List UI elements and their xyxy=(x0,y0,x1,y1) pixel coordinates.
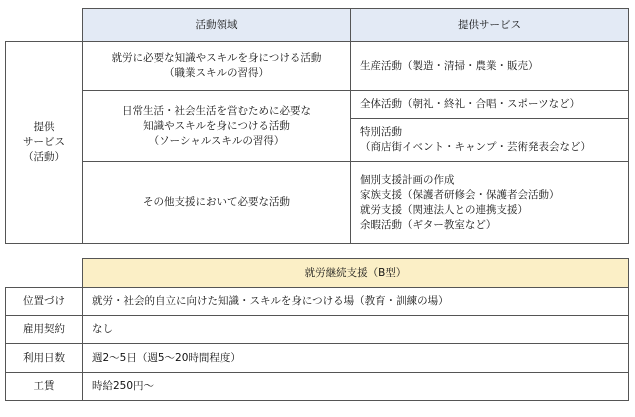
service-special-activities: 特別活動 （商店街イベント・キャンプ・芸術発表会など） xyxy=(350,118,629,162)
service-other-support: 個別支援計画の作成 家族支援（保護者研修会・保護者会活動） 就労支援（関連法人との連携支援） 余暇活動（ギター教室など） xyxy=(350,161,629,244)
value-positioning: 就労・社会的自立に向けた知識・スキルを身につける場（教育・訓練の場） xyxy=(82,287,629,316)
activity-area-other-support: その他支援において必要な活動 xyxy=(82,161,351,244)
service-production: 生産活動（製造・清掃・農業・販売） xyxy=(350,41,629,91)
value-usage-days: 週2～5日（週5～20時間程度） xyxy=(82,343,629,373)
activity-area-social-skills: 日常生活・社会生活を営むために必要な 知識やスキルを身につける活動 （ソーシャルスキルの習得） xyxy=(82,90,351,162)
header-provided-service: 提供サービス xyxy=(350,8,629,42)
label-wages: 工賃 xyxy=(5,372,83,401)
label-usage-days: 利用日数 xyxy=(5,343,83,373)
header-activity-area: 活動領域 xyxy=(82,8,351,42)
service-general-activities: 全体活動（朝礼・終礼・合唱・スポーツなど） xyxy=(350,90,629,119)
header-employment-support-b: 就労継続支援（B型） xyxy=(82,258,629,288)
value-employment-contract: なし xyxy=(82,315,629,344)
activity-area-vocational: 就労に必要な知識やスキルを身につける活動 （職業スキルの習得） xyxy=(82,41,351,91)
row-label-provided-service: 提供 サービス （活動） xyxy=(5,41,83,244)
value-wages: 時給250円～ xyxy=(82,372,629,401)
label-employment-contract: 雇用契約 xyxy=(5,315,83,344)
label-positioning: 位置づけ xyxy=(5,287,83,316)
